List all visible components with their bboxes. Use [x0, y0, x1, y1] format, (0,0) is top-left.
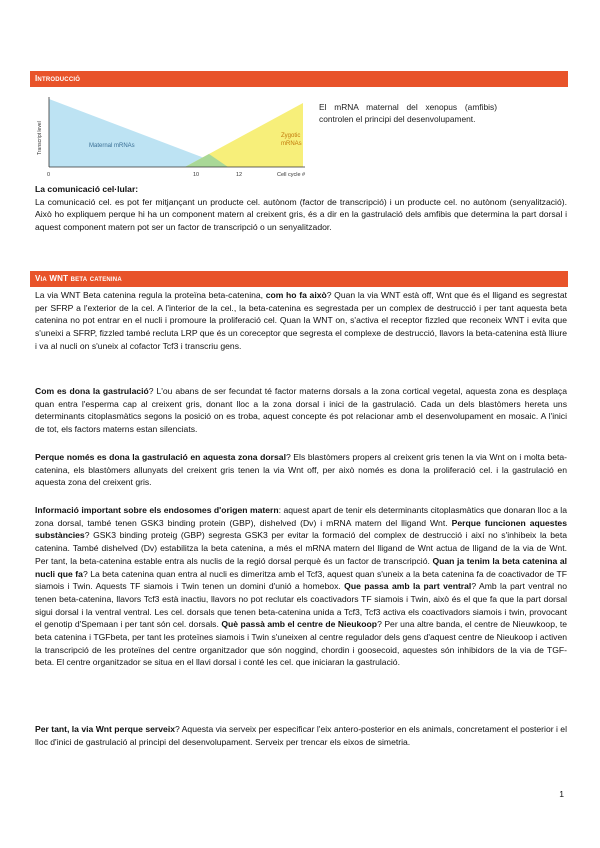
paragraph-gastrulacio: [35, 385, 567, 436]
paragraph-wnt-purpose: [35, 723, 567, 748]
page-number: 1: [559, 789, 564, 799]
p3-question: Perque només es dona la gastrulació en aquesta zona dorsal: [35, 452, 286, 462]
p4-question-2: Quan ja tenim la beta catenina al nucli que fa: [35, 555, 567, 579]
p4-question-1: Perque funcionen aquestes substàncies: [35, 517, 567, 541]
p4-text-f: ? La beta catenina quan entra al nucli es dimeritza amb el Tcf3, aquest quan s'uneix a la beta catenina fa de coactivador de TF siamois i Twin. Aquests TF siamois i Twin tenen un domini d'unió a homebox.: [35, 568, 567, 592]
comunicacio-title: La comunicació cel·lular:: [35, 184, 139, 194]
x-tick-12: 12: [236, 172, 243, 178]
figure-caption: El mRNA maternal del xenopus (amfibis) controlen el principi del desenvolupament.: [319, 102, 497, 124]
zygotic-label-2: mRNAs: [281, 141, 302, 147]
y-axis-label: Transcript level: [37, 121, 43, 155]
maternal-zygotic-figure: [33, 95, 315, 185]
comunicacio-text: La comunicació cel. es pot fer mitjançant un producte cel. autònom (factor de transcripció) i un producte cel. no autònom (senyalització). Això ho expliquem perque hi ha un component matern al creixent gris, és a dir en la gastrulació dels amfibis que determina la part dorsal i aquest component matern pot ser un factor de transcripció o un senyalitzador.: [35, 196, 567, 233]
maternal-label: Maternal mRNAs: [89, 143, 135, 149]
x-axis-label: Cell cycle #: [277, 172, 306, 178]
comunicacio-block: [35, 183, 567, 234]
p4-question-4: Què passà amb el centre de Nieukoop: [221, 619, 378, 630]
p4-heading: Informació important sobre els endosomes d'origen matern: [35, 505, 279, 515]
p3-text: ? Els blastòmers propers al creixent gris tenen la via Wnt on i molta beta-catenina, els blastòmers allunyats del creixent gris tenen la via Wnt off, per això només es dona la proliferació cel. i la gastrulació en aquesta zona del creixent gris.: [35, 452, 567, 488]
p1-text-a: La via WNT Beta catenina regula la proteïna beta-catenina,: [35, 290, 266, 300]
section-header-via-wnt: Via WNT beta catenina: [30, 271, 568, 287]
x-tick-10: 10: [193, 172, 200, 178]
zygotic-label-1: Zygotic: [281, 133, 301, 139]
p2-question: Com es dona la gastrulació: [35, 386, 149, 396]
p5-question: Per tant, la via Wnt perque serveix: [35, 724, 175, 734]
p1-question: com ho fa això: [265, 290, 327, 300]
p2-text: ? L'ou abans de ser fecundat té factor materns dorsals a la zona cortical vegetal, aquesta zona es desplaça quan entra l'esperma cap al creixent gris, donant lloc a la zona dorsal i inici de la gastrulació. Cada un dels blastòmers hereta uns determinants citoplasmàtics segons la posició on es troba, aquest concepte és pot relacionar amb el desenvolupament en mosaic. A l'inici de tot, els factors materns estan silenciats.: [35, 386, 568, 435]
p4-question-3: Que passa amb la part ventral: [344, 581, 472, 592]
section-header-introduccio: Introducció: [30, 71, 568, 87]
p1-text-c: ? Quan la via WNT està off, Wnt que és el lligand es segrestat per SFRP a l'exterior de la cel. A l'interior de la cel., la beta-catenina es segrestada per un complex de destrucció i per tant aquesta beta catenina no pot entrar en el nucli i promoure la proliferació cel. Quan la WNT on, s'activa el receptor fizzled que reconeix WNT i evita que s'uneixi a SFRP, fizzled també recluta LRP que és un coreceptor que segresta el complexe de destrucció, llavors la beta-catenina està lliure i va al nucli on s'uneix al cofactor Tcf3 i transcriu gens.: [35, 290, 567, 351]
paragraph-endosomes: [35, 504, 567, 669]
p4-text-h: ? Amb la part ventral no tenen beta-catenina, llavors Tcf3 està inactiu, llavors no pot reclutar els coactivadors TF siamois i Twin, això és el que fa que la part dorsal sigui dorsal i la ventral ventral. Les cel. dorsals que tenen beta-catenina unida a Tcf3, Tcf3 activa els coactivadors siamois i twin, provocant el genotip d'Spemaan i per tant són cel. dorsals.: [35, 581, 567, 630]
paragraph-wnt-regulation: [35, 289, 567, 353]
transcript-chart: [33, 95, 315, 185]
x-tick-0: 0: [47, 172, 51, 178]
p4-text-b: : aquest apart de tenir els determinants citoplasmàtics que donaran lloc a la zona dorsal, també tenen GSK3 binding protein (GBP), dishelved (Dv) i mRNA matern del lligand Wnt.: [35, 505, 567, 528]
p5-text: ? Aquesta via serveix per especificar l'eix antero-posterior en els animals, concretament el posterior i el lloc d'inici de gastrulació al principi del desenvolupament. Serveix per trencar els eixos de simetria.: [35, 724, 567, 747]
paragraph-zona-dorsal: [35, 451, 567, 489]
p4-text-j: ? Per una altre banda, el centre de Nieuwkoop, te beta catenina i TGFbeta, per tant les proteïnes siamois i Twin s'uneixen al centre regulador dels gens d'aquest centre de Nieukoop i activen la transcripció de les proteïnes del centre organitzador que són noggind, chordin i goosecoid, aquestes són inhibidors de la via de TGF-beta. El centre organitzador se situa en el llavi dorsal i conté les cel. que iniciaran la gastrulació.: [35, 619, 568, 668]
p4-text-d: ? GSK3 binding proteig (GBP) segresta GSK3 per evitar la formació del complex de destrucció i així no s'inhibeix la beta catenina. També dishelved (Dv) estabilitza la beta catenina, a més el mRNA matern del lligand de Wnt actua de lligand de la via de Wnt. Per tant, la beta-catenina estable entra als nuclis de la regió dorsal perquè és un factor de transcripció.: [35, 530, 567, 566]
